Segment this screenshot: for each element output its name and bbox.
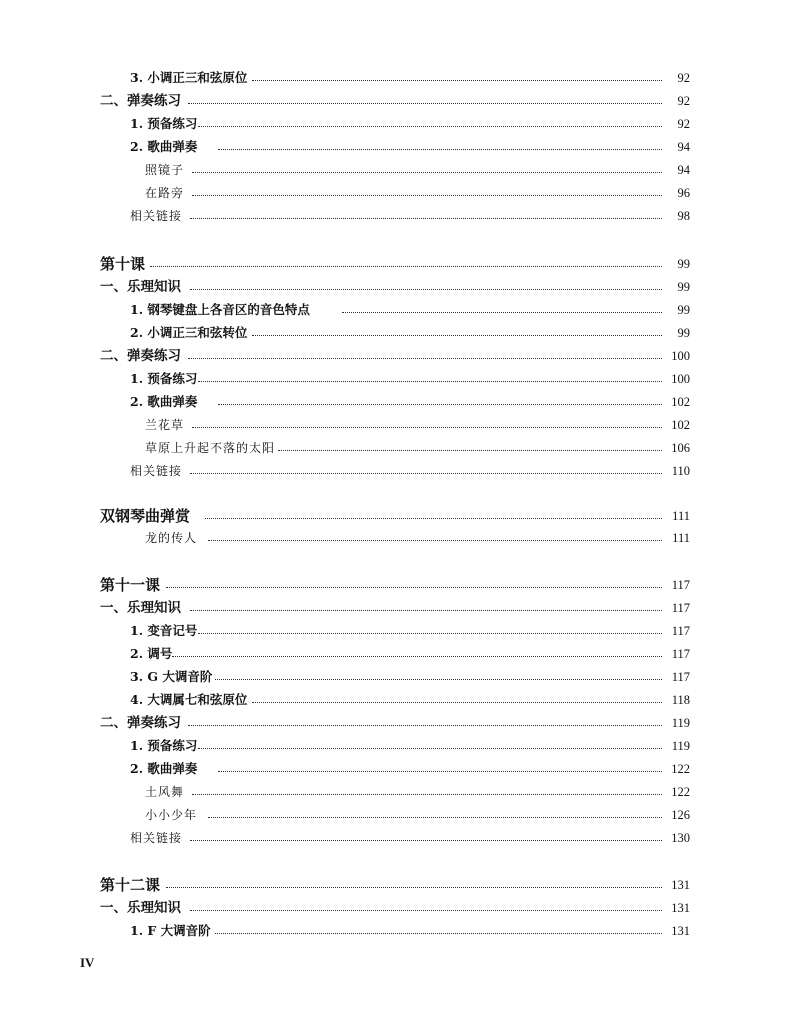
toc-entry[interactable] [0,528,790,548]
toc-entry-title: 1. 钢琴键盘上各音区的音色特点 [130,302,310,317]
toc-entry-title: 2. 歌曲弹奏 [130,761,198,776]
toc-entry-title: 2. 歌曲弹奏 [130,139,198,154]
dot-leader [190,910,662,911]
toc-entry-title: 4. 大调属七和弦原位 [130,692,248,707]
toc-entry-title: 相关链接 [130,464,183,478]
toc-entry[interactable] [0,68,790,88]
toc-entry-title: 1. F 大调音阶 [130,923,211,938]
dot-leader [190,610,662,611]
toc-entry-page: 131 [671,878,690,892]
toc-entry[interactable] [0,621,790,641]
toc-entry-page: 117 [671,624,690,638]
dot-leader [190,289,662,290]
dot-leader [188,725,662,726]
dot-leader [198,748,662,749]
toc-entry-page: 98 [677,209,690,223]
toc-entry-title: 二、弹奏练习 [100,348,181,364]
toc-entry-title: 一、乐理知识 [100,900,181,916]
dot-leader [342,312,662,313]
dot-leader [198,381,662,382]
toc-entry-title: 第十二课 [100,876,161,894]
toc-entry-page: 99 [677,326,690,340]
toc-entry-page: 102 [671,418,690,432]
toc-entry[interactable] [0,415,790,435]
dot-leader [190,840,662,841]
toc-entry-page: 111 [672,531,690,545]
toc-entry-title: 3. G 大调音阶 [130,669,213,684]
toc-entry-title: 兰花草 [145,418,185,432]
toc-entry-page: 119 [671,716,690,730]
toc-entry-page: 92 [677,71,690,85]
toc-entry-page: 131 [671,924,690,938]
toc-entry[interactable] [0,805,790,825]
toc-entry-title: 1. 预备练习 [130,371,198,386]
toc-entry-title: 1. 预备练习 [130,116,198,131]
toc-entry[interactable] [0,736,790,756]
toc-entry-page: 111 [672,509,690,523]
toc-entry-title: 二、弹奏练习 [100,93,181,109]
dot-leader [218,149,662,150]
dot-leader [192,195,662,196]
toc-entry[interactable] [0,644,790,664]
dot-leader [190,473,662,474]
toc-entry-title: 第十一课 [100,576,161,594]
toc-entry-title: 草原上升起不落的太阳 [145,441,276,455]
toc-entry[interactable] [0,782,790,802]
toc-entry[interactable] [0,114,790,134]
toc-entry-page: 117 [671,647,690,661]
toc-entry[interactable] [0,91,790,111]
dot-leader [208,817,662,818]
dot-leader [205,518,662,519]
toc-entry-title: 1. 预备练习 [130,738,198,753]
toc-entry-page: 110 [671,464,690,478]
toc-entry-page: 106 [671,441,690,455]
toc-entry[interactable] [0,828,790,848]
toc-entry-page: 118 [671,693,690,707]
toc-entry-title: 龙的传人 [145,531,198,545]
toc-entry-page: 92 [677,117,690,131]
toc-entry-title: 在路旁 [145,186,185,200]
toc-entry[interactable] [0,346,790,366]
dot-leader [218,771,662,772]
toc-entry-page: 130 [671,831,690,845]
toc-entry[interactable] [0,759,790,779]
toc-entry-title: 第十课 [100,255,146,273]
page-number: IV [80,955,95,970]
dot-leader [198,126,662,127]
toc-entry-page: 100 [671,372,690,386]
toc-entry[interactable] [0,667,790,687]
dot-leader [190,218,662,219]
dot-leader [166,587,662,588]
toc-entry[interactable] [0,300,790,320]
toc-entry-title: 3. 小调正三和弦原位 [130,70,248,85]
dot-leader [208,540,662,541]
toc-entry-page: 102 [671,395,690,409]
dot-leader [150,266,662,267]
dot-leader [188,358,662,359]
toc-entry-page: 92 [677,94,690,108]
dot-leader [192,427,662,428]
toc-entry[interactable] [0,921,790,941]
toc-entry-page: 94 [677,163,690,177]
dot-leader [198,633,662,634]
toc-entry-title: 二、弹奏练习 [100,715,181,731]
toc-entry-page: 99 [677,257,690,271]
toc-entry-page: 96 [677,186,690,200]
dot-leader [215,933,662,934]
toc-entry-page: 131 [671,901,690,915]
dot-leader [166,887,662,888]
toc-entry-page: 94 [677,140,690,154]
dot-leader [252,702,662,703]
dot-leader [252,335,662,336]
toc-entry[interactable] [0,323,790,343]
toc-entry-page: 122 [671,762,690,776]
toc-entry[interactable] [0,183,790,203]
toc-entry-title: 一、乐理知识 [100,279,181,295]
toc-entry[interactable] [0,898,790,918]
dot-leader [192,172,662,173]
toc-entry-page: 99 [677,280,690,294]
toc-entry[interactable] [0,137,790,157]
toc-entry[interactable] [0,713,790,733]
toc-entry-title: 2. 调号 [130,646,173,661]
toc-entry-page: 117 [671,578,690,592]
toc-entry[interactable] [0,506,790,526]
toc-entry-page: 117 [671,601,690,615]
toc-entry-title: 相关链接 [130,831,183,845]
toc-entry-title: 一、乐理知识 [100,600,181,616]
toc-entry-page: 119 [671,739,690,753]
toc-entry[interactable] [0,461,790,481]
toc-entry-page: 99 [677,303,690,317]
toc-entry[interactable] [0,875,790,895]
dot-leader [278,450,662,451]
dot-leader [218,404,662,405]
dot-leader [252,80,662,81]
toc-entry[interactable] [0,277,790,297]
toc-entry-title: 照镜子 [145,163,185,177]
dot-leader [215,679,662,680]
toc-entry[interactable] [0,392,790,412]
toc-entry-title: 相关链接 [130,209,183,223]
toc-entry[interactable] [0,690,790,710]
toc-entry-title: 2. 小调正三和弦转位 [130,325,248,340]
toc-entry-page: 117 [671,670,690,684]
toc-entry-page: 126 [671,808,690,822]
toc-entry-page: 100 [671,349,690,363]
dot-leader [188,103,662,104]
toc-entry[interactable] [0,598,790,618]
dot-leader [172,656,662,657]
toc-entry[interactable] [0,254,790,274]
toc-entry[interactable] [0,575,790,595]
toc-entry-page: 122 [671,785,690,799]
toc-entry-title: 小小少年 [145,808,198,822]
toc-entry-title: 双钢琴曲弹赏 [100,507,191,525]
toc-entry-title: 2. 歌曲弹奏 [130,394,198,409]
toc-entry-title: 1. 变音记号 [130,623,198,638]
toc-entry[interactable] [0,160,790,180]
toc-entry[interactable] [0,206,790,226]
toc-entry-title: 土风舞 [145,785,185,799]
toc-entry[interactable] [0,369,790,389]
dot-leader [192,794,662,795]
toc-entry[interactable] [0,438,790,458]
